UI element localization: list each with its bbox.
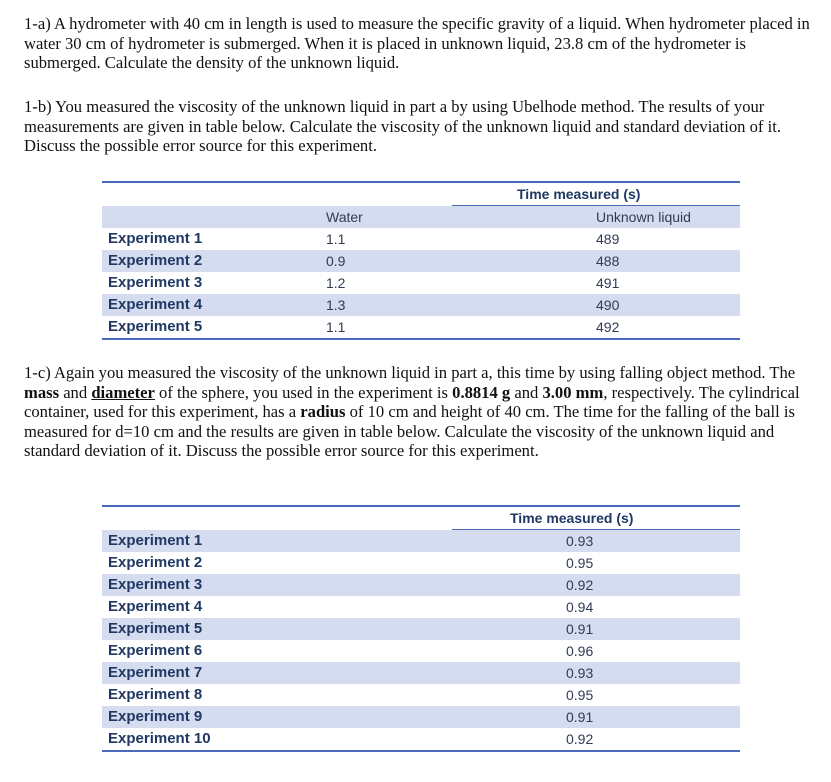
row-label: Experiment 7 [102, 662, 452, 684]
q1c-text-4: of 10 cm and height of 40 cm. The time for the falling of the ball is measured for d=10 cm and the results are given in table below. Calculate the viscosity of the unknown liquid and standard deviation of it. Discuss the possible error source for this experiment. [24, 402, 795, 460]
diameter-value: 3.00 mm [542, 382, 604, 402]
water-time: 1.1 [326, 231, 346, 247]
row-label: Experiment 4 [108, 598, 203, 615]
water-time: 1.2 [326, 275, 346, 291]
question-1b: 1-b) You measured the viscosity of the unknown liquid in part a by using Ubelhode method. The results of your measurements are given in table below. Calculate the viscosity of the unknown liquid and standard deviation of it. Discuss the possible error source for this experiment. [24, 97, 781, 155]
water-time: 0.9 [312, 250, 452, 272]
time-measured-header: Time measured (s) [452, 506, 740, 530]
table-row [102, 250, 740, 272]
table-row [102, 574, 740, 596]
unknown-time: 489 [596, 231, 620, 247]
row-label: Experiment 6 [108, 642, 203, 659]
mass-value: 0.8814 g [452, 382, 511, 402]
table-row [102, 640, 740, 662]
row-label: Experiment 10 [108, 730, 211, 747]
unknown-time: 490 [452, 294, 740, 316]
falling-object-table [102, 505, 740, 752]
table-row [102, 706, 740, 728]
q1c-text-1: 1-c) Again you measured the viscosity of the unknown liquid in part a, this time by using falling object method. The [24, 363, 796, 382]
table-row [102, 294, 740, 316]
table-row [102, 228, 740, 250]
mass-term: mass [24, 382, 60, 402]
water-time: 1.1 [326, 319, 346, 335]
table-row [102, 662, 740, 684]
fall-time: 0.94 [566, 599, 594, 615]
water-column-header: Water [312, 206, 452, 229]
row-label: Experiment 5 [108, 318, 203, 335]
fall-time: 0.96 [566, 643, 594, 659]
table-row [102, 618, 740, 640]
table-header-row [102, 182, 740, 206]
fall-time: 0.93 [452, 530, 740, 553]
q1c-and-2: and [510, 382, 543, 402]
fall-time: 0.95 [566, 687, 594, 703]
question-1c [24, 363, 814, 461]
unknown-column-header: Unknown liquid [452, 206, 740, 229]
unknown-time: 492 [596, 319, 620, 335]
fall-time: 0.91 [452, 618, 740, 640]
row-label: Experiment 3 [108, 274, 203, 291]
table-row [102, 316, 740, 339]
table-row [102, 684, 740, 706]
fall-time: 0.92 [566, 731, 594, 747]
radius-term: radius [300, 402, 346, 421]
q1c-and-1: and [59, 382, 92, 402]
table-row [102, 272, 740, 294]
table-row [102, 728, 740, 751]
water-time: 1.3 [312, 294, 452, 316]
table-row [102, 596, 740, 618]
time-measured-header: Time measured (s) [452, 182, 740, 206]
row-label: Experiment 8 [108, 686, 203, 703]
row-label: Experiment 2 [102, 250, 312, 272]
row-label: Experiment 3 [102, 574, 452, 596]
row-label: Experiment 2 [108, 554, 203, 571]
table-row [102, 552, 740, 574]
column-header-row [102, 206, 740, 229]
row-label: Experiment 1 [102, 530, 452, 553]
unknown-time: 488 [452, 250, 740, 272]
q1c-text-3: , respectively. The cylindrical container, used for this experiment, has a [24, 382, 800, 421]
unknown-time: 491 [596, 275, 620, 291]
row-label: Experiment 1 [108, 230, 203, 247]
ubelhode-table [102, 181, 740, 340]
row-label: Experiment 5 [102, 618, 452, 640]
row-label: Experiment 4 [102, 294, 312, 316]
fall-time: 0.93 [452, 662, 740, 684]
diameter-term: diameter [91, 382, 155, 402]
table-row [102, 530, 740, 553]
table-header-row [102, 506, 740, 530]
question-1a: 1-a) A hydrometer with 40 cm in length is used to measure the specific gravity of a liquid. When hydrometer placed in water 30 cm of hydrometer is submerged. When it is placed in unknown liquid, 23.8 cm of the hydrometer is submerged. Calculate the density of the unknown liquid. [24, 14, 810, 72]
q1c-text-2: of the sphere, you used in the experiment is [154, 382, 453, 402]
fall-time: 0.92 [452, 574, 740, 596]
row-label: Experiment 9 [102, 706, 452, 728]
fall-time: 0.91 [452, 706, 740, 728]
fall-time: 0.95 [566, 555, 594, 571]
